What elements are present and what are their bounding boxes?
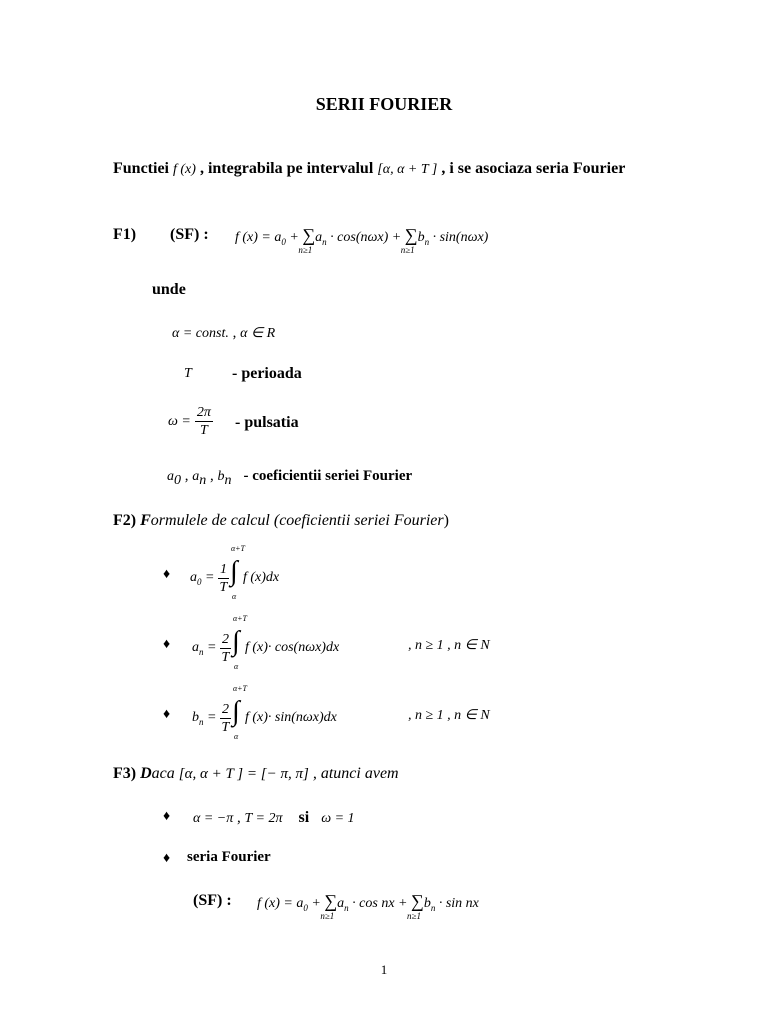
f3sf-sum2: ∑ n≥1 [407, 891, 424, 921]
f1-sum2: ∑ n≥1 [400, 225, 418, 255]
f3-item1 [193, 809, 355, 827]
intro-fx: f (x) [173, 162, 196, 177]
f1-sum1-index: n≥1 [298, 245, 313, 255]
bn-fraction [220, 701, 231, 736]
an-eq: = [203, 640, 220, 656]
coef-a0: a [167, 469, 174, 484]
bn-lower: α [233, 732, 239, 741]
f3-sf-formula [257, 891, 479, 921]
formula-bn [192, 684, 337, 741]
f3-equation: [α, α + T ] = [− π, π] [178, 766, 309, 782]
intro-interval: [α, α + T ] [377, 162, 438, 177]
bn-integral-icon: ∫ α+T α [231, 684, 247, 741]
f3sf-sum2-index: n≥1 [407, 911, 421, 921]
a0-upper: α+T [230, 544, 245, 553]
f3-sf-label: (SF) : [193, 892, 232, 909]
coef-a0-sub: 0 [174, 473, 181, 489]
a0-integral-icon: ∫ α+T α [229, 544, 245, 601]
f3sf-sin: · sin nx [435, 896, 479, 911]
f1-label: F1) [113, 226, 137, 243]
f3-label: F3) [113, 765, 137, 782]
intro-suffix: , i se asociaza seria Fourier [437, 160, 626, 177]
a0-num: 1 [219, 561, 227, 577]
f2-heading [113, 512, 449, 530]
f3sf-sum1-index: n≥1 [320, 911, 335, 921]
page-title: SERII FOURIER [315, 94, 453, 114]
f3sf-term1-sub: n [344, 902, 349, 913]
f1-plus: + [285, 230, 303, 245]
f2-paren: coeficientii seriei Fourier [279, 512, 444, 529]
an-condition: , n ≥ 1 , n ∈ N [408, 638, 490, 653]
f1-cos: · cos(nωx) + [326, 230, 405, 245]
f3sf-sum1: ∑ n≥1 [320, 891, 338, 921]
omega-num: 2π [196, 405, 211, 420]
bn-num: 2 [221, 701, 229, 717]
bn-condition: , n ≥ 1 , n ∈ N [408, 708, 490, 723]
coef-line [167, 467, 412, 489]
f1-term2: b [417, 230, 425, 245]
f1-a0-sub: 0 [281, 236, 286, 247]
f2-label: F2) [113, 512, 137, 529]
f1-term2-sub: n [424, 236, 430, 247]
f3-sep: , [233, 810, 245, 826]
page-number: 1 [380, 962, 388, 977]
f3sf-plus: + [307, 896, 325, 911]
f1-term1: a [315, 230, 323, 245]
f3-rest: aca [151, 765, 179, 782]
f3-letter: D [140, 765, 152, 782]
f2-close: ) [443, 512, 449, 529]
omega-den: T [199, 423, 208, 438]
intro-prefix: Functiei [113, 160, 173, 177]
a0-eq: = [201, 570, 218, 586]
coef-sep2: , [206, 468, 218, 484]
T-symbol: T [184, 366, 192, 381]
bullet-icon: ♦ [163, 707, 171, 722]
omega-fraction [195, 404, 213, 439]
bn-eq: = [203, 710, 220, 726]
f3sf-a0-sub: 0 [303, 902, 308, 913]
f2-rest: ormulele de calcul ( [150, 512, 280, 529]
f1-sum2-index: n≥1 [400, 245, 415, 255]
omega-line [168, 404, 213, 439]
alpha-sep: , [228, 325, 241, 341]
an-body: f (x)· cos(nωx)dx [244, 640, 340, 655]
a0-lower: α [231, 592, 237, 601]
coef-an-sub: n [199, 473, 207, 489]
f1-term1-sub: n [322, 236, 327, 247]
coef-an: a [192, 469, 200, 484]
omega-description: - pulsatia [235, 414, 299, 431]
an-den: T [221, 649, 230, 665]
bullet-icon: ♦ [163, 567, 171, 582]
bullet-icon: ♦ [163, 851, 171, 866]
an-upper: α+T [232, 614, 247, 623]
an-sub: n [199, 647, 204, 658]
f3-item2: seria Fourier [187, 849, 271, 865]
coef-bn: b [217, 469, 225, 484]
bn-lhs: b [192, 710, 199, 726]
an-num: 2 [221, 631, 229, 647]
bn-upper: α+T [232, 684, 247, 693]
an-lower: α [233, 662, 239, 671]
alpha-line [172, 324, 275, 342]
f3sf-lhs: f (x) = a [257, 896, 304, 911]
intro-line [113, 160, 625, 178]
f2-letter: F [140, 512, 151, 529]
f3-tail: , atunci avem [308, 765, 399, 782]
f3-heading [113, 765, 399, 783]
coef-bn-sub: n [224, 473, 232, 489]
formula-a0 [190, 544, 280, 601]
coef-sep1: , [181, 468, 193, 484]
f3-si: si [298, 809, 310, 826]
bn-den: T [221, 719, 230, 735]
formula-an [192, 614, 340, 671]
omega-lhs: ω = [168, 414, 191, 430]
a0-lhs: a [190, 570, 197, 586]
f3sf-term1: a [337, 896, 345, 911]
a0-fraction [218, 561, 229, 596]
alpha-const: α = const. [172, 326, 229, 341]
f3sf-cos: · cos nx + [348, 896, 411, 911]
alpha-in-r: α ∈ R [240, 326, 276, 341]
unde-label: unde [152, 281, 186, 298]
f3-omega: ω = 1 [321, 811, 355, 826]
a0-sub: 0 [197, 577, 202, 588]
a0-den: T [219, 579, 228, 595]
an-lhs: a [192, 640, 199, 656]
f3-alpha: α = −π [193, 811, 234, 826]
coef-description: - coeficientii seriei Fourier [243, 468, 413, 484]
bn-sub: n [199, 717, 204, 728]
bullet-icon: ♦ [163, 637, 171, 652]
f1-lhs: f (x) = a [235, 230, 282, 245]
T-description: - perioada [232, 365, 302, 382]
f1-sin: · sin(nωx) [429, 230, 489, 245]
f3-T: T = 2π [244, 811, 283, 826]
a0-body: f (x)dx [242, 570, 280, 585]
f1-sum1: ∑ n≥1 [298, 225, 316, 255]
f1-formula [235, 225, 489, 255]
f3sf-term2-sub: n [430, 902, 436, 913]
an-integral-icon: ∫ α+T α [231, 614, 247, 671]
an-fraction [220, 631, 231, 666]
f1-sf-label: (SF) : [170, 226, 209, 243]
bn-body: f (x)· sin(nωx)dx [244, 710, 337, 725]
f3sf-term2: b [423, 896, 431, 911]
intro-middle: , integrabila pe intervalul [195, 160, 378, 177]
bullet-icon: ♦ [163, 809, 171, 824]
